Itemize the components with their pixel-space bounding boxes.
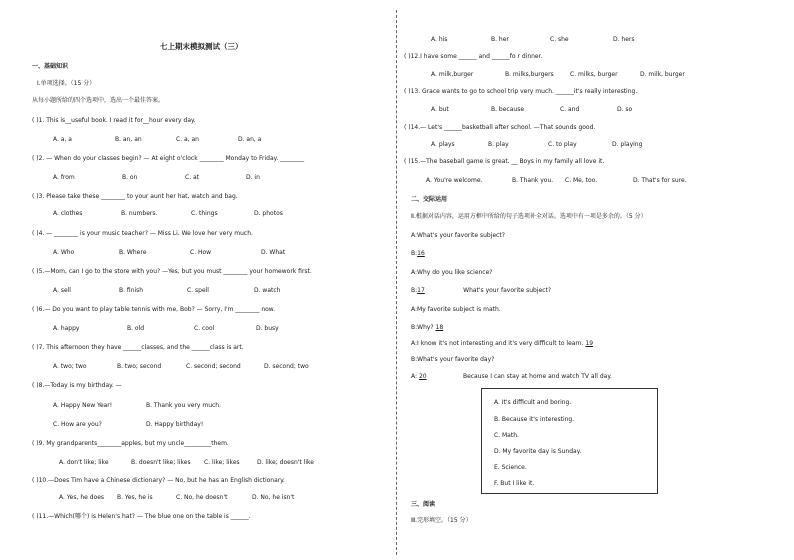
box-option-a: A. It's difficult and boring. xyxy=(494,399,572,406)
question-5: ( )5.—Mom, can I go to the store with you? —Yes, but you must ________ your homework first. xyxy=(32,268,312,275)
question-1: ( )1. This is__useful book. I read it for__hour every day. xyxy=(32,117,196,124)
q2-option-a: A. from xyxy=(53,174,75,181)
q3-option-a: A. clothes xyxy=(53,210,83,217)
q11-option-d: D. hers xyxy=(613,36,635,43)
blank-18[interactable]: 18 xyxy=(435,324,444,331)
q14-option-c: C. to play xyxy=(548,141,577,148)
q9-option-c: C. like; likes xyxy=(204,459,240,466)
q15-option-d: D. That's for sure. xyxy=(633,177,687,184)
q2-option-c: C. at xyxy=(185,174,200,181)
left-column xyxy=(0,0,396,560)
q6-option-a: A. happy xyxy=(53,325,80,332)
question-2: ( )2. — When do your classes begin? — At eight o'clock ________ Monday to Friday. ________ xyxy=(32,155,305,162)
q7-option-d: D. second; two xyxy=(264,363,309,370)
question-11: ( )11.—Which(哪个) is Helen's hat? — The blue one on the table is ______. xyxy=(32,513,251,520)
q12-option-c: C. milks, burger xyxy=(570,71,618,78)
question-12: ( )12.I have some ______ and ______fo r dinner. xyxy=(404,53,543,60)
q1-option-a: A. a, a xyxy=(53,136,72,143)
q12-option-d: D. milk, burger xyxy=(640,71,685,78)
box-option-b: B. Because it's interesting. xyxy=(494,416,575,423)
part2-instruction: Ⅱ.根据对话内容，运用方框中所给的句子选项补全对话。选项中有一项是多余的。（5 分） xyxy=(411,213,647,220)
q9-option-a: A. don't like; like xyxy=(59,459,109,466)
q6-option-d: D. busy xyxy=(256,325,279,332)
dialogue-line-4: B:17 What's your favorite subject? xyxy=(411,287,552,294)
q7-option-a: A. two; two xyxy=(53,363,87,370)
q7-option-c: C. second; second xyxy=(186,363,241,370)
blank-16[interactable]: 16 xyxy=(417,250,425,257)
dialogue-line-3: A:Why do you like science? xyxy=(411,269,493,276)
q5-option-a: A. sell xyxy=(53,287,71,294)
page-title: 七上期末模拟测试（三） xyxy=(160,42,243,51)
question-8: ( )8.—Today is my birthday. — xyxy=(32,382,122,389)
q10-option-c: C. No, he doesn't xyxy=(176,494,228,501)
part3-title: Ⅲ.完形填空。（15 分） xyxy=(411,517,472,524)
q4-option-a: A. Who xyxy=(53,249,75,256)
q1-option-b: B. an, an xyxy=(115,136,142,143)
q11-option-a: A. his xyxy=(431,36,448,43)
q14-option-d: D. playing xyxy=(612,141,643,148)
dialogue-line-7: A:I know it's not interesting and it's very difficult to learn. 19 xyxy=(411,340,621,348)
dialogue-line-5: A:My favorite subject is math. xyxy=(411,306,501,313)
q3-option-c: C. things xyxy=(191,210,218,217)
dialogue-line-8: B:What's your favorite day? xyxy=(411,356,495,363)
q8-option-b: B. Thank you very much. xyxy=(146,402,222,409)
blank-19[interactable]: 19 xyxy=(585,340,594,347)
q5-option-b: B. finish xyxy=(119,287,144,294)
dialogue-line-9: A: 20 Because I can stay at home and watch TV all day. xyxy=(411,373,612,380)
q13-option-d: D. so xyxy=(617,106,633,113)
q3-option-d: D. photos xyxy=(254,210,283,217)
q2-option-b: B. on xyxy=(122,174,138,181)
section-basics: 一、基础知识 xyxy=(32,63,69,70)
q10-option-a: A. Yes, he does xyxy=(59,494,105,501)
q15-option-b: B. Thank you. xyxy=(512,177,554,184)
q4-option-b: B. Where xyxy=(119,249,147,256)
q2-option-d: D. in xyxy=(246,174,260,181)
q4-option-d: D. What xyxy=(261,249,286,256)
question-7: ( )7. This afternoon they have ______classes, and the ______class is art. xyxy=(32,344,244,351)
q3-option-b: B. numbers. xyxy=(121,210,158,217)
section-communication: 二、交际运用 xyxy=(411,196,448,203)
q5-option-c: C. spell xyxy=(187,287,209,294)
q13-option-a: A. but xyxy=(431,106,449,113)
q6-option-b: B. old xyxy=(127,325,145,332)
q1-option-c: C. a, an xyxy=(176,136,199,143)
q4-option-c: C. How xyxy=(190,249,212,256)
q8-option-a: A. Happy New Year! xyxy=(53,402,113,409)
q8-option-d: D. Happy birthday! xyxy=(146,421,204,428)
q13-option-c: C. and xyxy=(560,106,580,113)
q5-option-d: D. watch xyxy=(254,287,281,294)
question-4: ( )4. — ________ is your music teacher? — Miss Li. We love her very much. xyxy=(32,230,253,237)
q11-option-b: B. her xyxy=(491,36,509,43)
column-divider xyxy=(396,10,397,555)
q7-option-b: B. two; second xyxy=(117,363,162,370)
question-10: ( )10.—Does Tim have a Chinese dictionary? — No, but he has an English dictionary. xyxy=(32,477,285,484)
q10-option-d: D. No, he isn't xyxy=(252,494,295,501)
dialogue-line-1: A:What's your favorite subject? xyxy=(411,232,505,239)
box-option-f: F. But I like it. xyxy=(494,480,535,487)
q8-option-c: C. How are you? xyxy=(53,421,102,428)
q6-option-c: C. cool xyxy=(194,325,215,332)
dialogue-line-6: B:Why? 18 xyxy=(411,324,476,332)
dialogue-line-2: B:16 xyxy=(411,250,463,258)
question-14: ( )14.— Let's ______basketball after school. —That sounds good. xyxy=(404,124,596,131)
blank-17[interactable]: 17 xyxy=(417,287,425,294)
q9-option-b: B. doesn't like; likes xyxy=(131,459,191,466)
q15-option-c: C. Me, too. xyxy=(565,177,598,184)
question-6: ( )6.— Do you want to play table tennis with me, Bob? — Sorry, I'm ________ now. xyxy=(32,306,276,313)
q15-option-a: A. You're welcome. xyxy=(426,177,483,184)
question-13: ( )13. Grace wants to go to school trip very much. ______it's really interesting. xyxy=(404,88,638,95)
q11-option-c: C. she xyxy=(550,36,569,43)
q10-option-b: B. Yes, he is xyxy=(117,494,153,501)
question-3: ( )3. Please take these ________ to your aunt her hat, watch and bag. xyxy=(32,193,238,200)
question-15: ( )15.—The baseball game is great. __ Boys in my family all love it. xyxy=(404,158,605,165)
box-option-c: C. Math. xyxy=(494,432,519,439)
blank-20[interactable]: 20 xyxy=(418,373,427,380)
q1-option-d: D. an, a xyxy=(238,136,262,143)
part1-instruction: 从每小题所给的四个选项中，选出一个最佳答案。 xyxy=(32,97,165,104)
box-option-d: D. My favorite day is Sunday. xyxy=(494,448,582,455)
q12-option-b: B. milks,burgers xyxy=(505,71,554,78)
q13-option-b: B. because xyxy=(491,106,525,113)
q14-option-b: B. play xyxy=(488,141,509,148)
box-option-e: E. Science. xyxy=(494,464,527,471)
q9-option-d: D. like; doesn't like xyxy=(257,459,314,466)
part1-title: Ⅰ.单项选择。（15 分） xyxy=(37,80,96,87)
question-9: ( )9. My grandparents________apples, but my uncle_________them. xyxy=(32,440,229,447)
section-reading: 三、阅读 xyxy=(411,501,436,508)
q12-option-a: A. milk,burger xyxy=(431,71,474,78)
q14-option-a: A. plays xyxy=(431,141,455,148)
